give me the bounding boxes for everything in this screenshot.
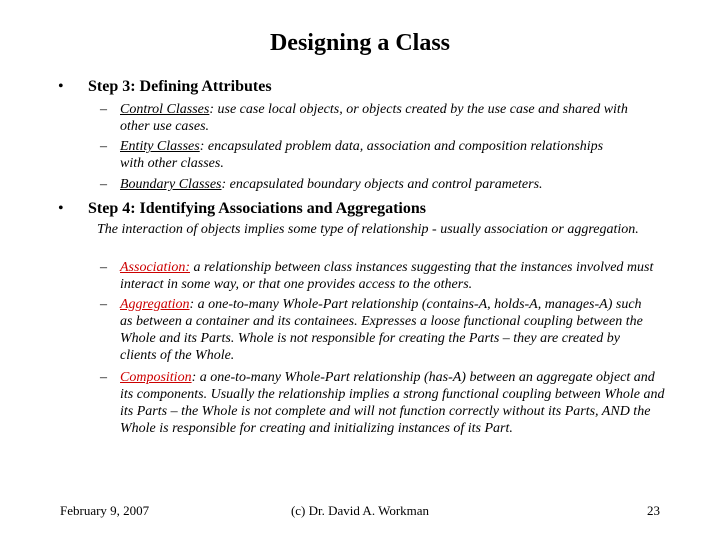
footer-page-number: 23 — [647, 503, 660, 518]
dash-marker: – — [100, 102, 107, 117]
slide-title: Designing a Class — [269, 30, 451, 56]
bullet-marker: • — [58, 200, 64, 217]
aggregation-term: Aggregation — [120, 297, 190, 312]
bullet-marker: • — [58, 78, 64, 95]
footer-author: (c) Dr. David A. Workman — [290, 503, 430, 518]
entity-classes-text: : encapsulated problem data, association and composition relationships with other classes. — [120, 139, 604, 171]
composition-term: Composition — [120, 370, 192, 385]
footer-date: February 9, 2007 — [60, 503, 150, 518]
association-text: a relationship between class instances suggesting that the instances involved must interact in some way, or that one provides access to the others. — [120, 260, 654, 292]
aggregation-text: : a one-to-many Whole-Part relationship (contains-A, holds-A, manages-A) such as between a container and its containees. Expresses a loose functional coupling between the Whole and its Parts. Whole is not responsible for creating the Parts – they are created by clients of the Whole. — [120, 297, 643, 363]
entity-classes-item — [120, 138, 630, 172]
composition-item — [120, 369, 665, 437]
control-classes-text: : use case local objects, or objects created by the use case and shared with other use cases. — [120, 102, 628, 134]
step3-heading: Step 3: Defining Attributes — [88, 78, 272, 95]
dash-marker: – — [100, 370, 107, 385]
control-classes-term: Control Classes — [120, 102, 210, 117]
boundary-classes-term: Boundary Classes — [120, 177, 222, 192]
boundary-classes-item — [120, 176, 680, 193]
control-classes-item — [120, 101, 640, 135]
boundary-classes-text: : encapsulated boundary objects and control parameters. — [221, 177, 543, 192]
association-term: Association: — [120, 260, 190, 275]
entity-classes-term: Entity Classes — [120, 139, 200, 154]
dash-marker: – — [100, 297, 107, 312]
composition-text: : a one-to-many Whole-Part relationship (has-A) between an aggregate object and its components. Usually the relationship implies a strong functional coupling between Whole and its Parts – the Whole is not complete and will not function correctly without its Parts, AND the Whole is responsible for creating and initializing instances of its Part. — [120, 370, 665, 436]
dash-marker: – — [100, 139, 107, 154]
step4-intro: The interaction of objects implies some type of relationship - usually association or aggregation. — [97, 222, 639, 237]
aggregation-item — [120, 296, 655, 364]
step4-heading: Step 4: Identifying Associations and Aggregations — [88, 200, 426, 217]
dash-marker: – — [100, 260, 107, 275]
association-item — [120, 259, 685, 293]
dash-marker: – — [100, 177, 107, 192]
